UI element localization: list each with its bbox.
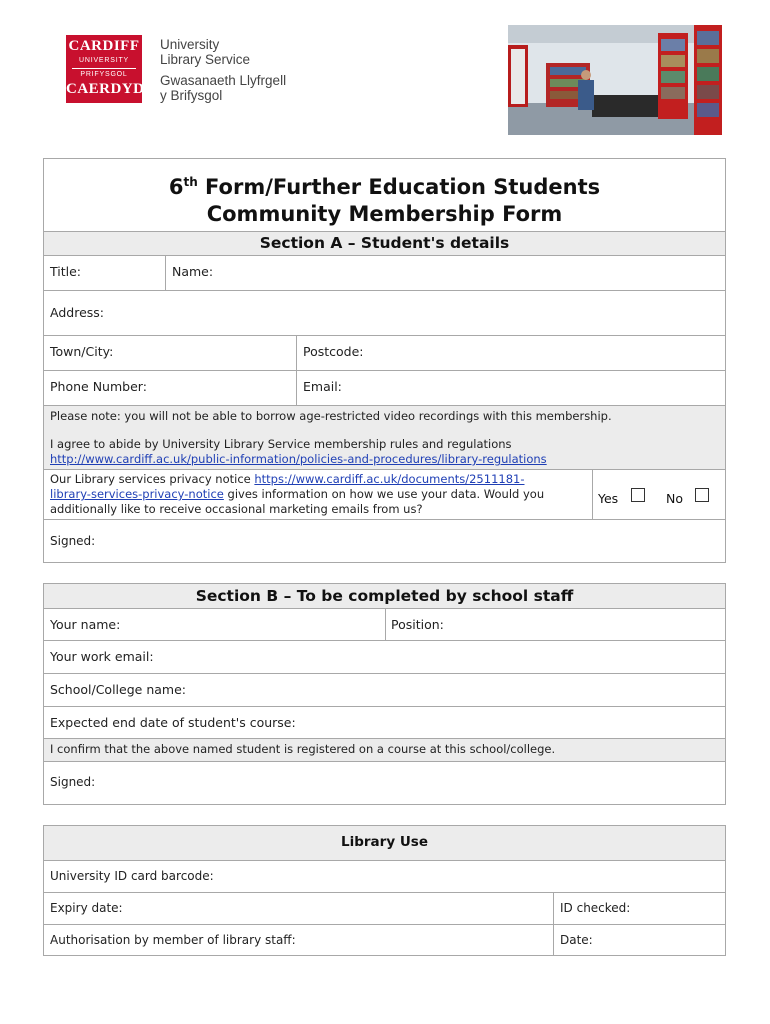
page-header xyxy=(0,0,770,150)
logo-line-3: PRIFYSGOL xyxy=(80,71,128,78)
address-row xyxy=(44,290,725,335)
section-a-box xyxy=(43,158,726,563)
barcode-label: University ID card barcode: xyxy=(50,869,214,883)
logo-divider xyxy=(72,68,136,69)
yes-checkbox[interactable] xyxy=(631,488,645,502)
your-name-label: Your name: xyxy=(50,617,121,632)
divider xyxy=(296,371,297,405)
title-name-row xyxy=(44,255,725,290)
work-email-row xyxy=(44,640,725,673)
name-label: Name: xyxy=(172,264,214,279)
privacy-line-1 xyxy=(50,472,525,487)
name-position-row xyxy=(44,608,725,640)
form-title xyxy=(44,169,725,228)
email-label: Email: xyxy=(303,379,342,394)
form-title-line-1: Form/Further Education Students xyxy=(197,175,601,199)
logo-line-2: UNIVERSITY xyxy=(78,57,129,64)
divider xyxy=(296,336,297,370)
barcode-row xyxy=(44,860,725,892)
note-agree-row xyxy=(44,405,725,469)
school-row xyxy=(44,673,725,706)
library-use-heading: Library Use xyxy=(341,834,428,850)
privacy-notice-link[interactable]: https://www.cardiff.ac.uk/documents/2511181- xyxy=(254,472,525,486)
end-date-row xyxy=(44,706,725,738)
signed-a-label: Signed: xyxy=(50,534,96,548)
service-name-en-1: University xyxy=(160,37,220,52)
phone-label: Phone Number: xyxy=(50,379,147,394)
date-label: Date: xyxy=(560,933,593,947)
divider xyxy=(553,925,554,955)
authorisation-label: Authorisation by member of library staff: xyxy=(50,933,296,947)
privacy-text-2: gives information on how we use your data. Would you xyxy=(223,487,545,501)
address-label: Address: xyxy=(50,305,104,320)
form-title-number: 6 xyxy=(168,175,184,199)
expiry-row xyxy=(44,892,725,924)
authorisation-row xyxy=(44,924,725,955)
section-b-heading: Section B – To be completed by school staff xyxy=(195,587,574,605)
section-b-box xyxy=(43,583,726,805)
signed-b-label: Signed: xyxy=(50,775,96,789)
town-postcode-row xyxy=(44,335,725,370)
service-name-cy-2: y Brifysgol xyxy=(160,88,223,103)
confirm-row xyxy=(44,738,725,761)
section-b-heading-row xyxy=(44,584,725,608)
no-checkbox[interactable] xyxy=(695,488,709,502)
title-label: Title: xyxy=(50,264,81,279)
form-title-suffix: th xyxy=(183,175,198,189)
library-use-box xyxy=(43,825,726,956)
town-label: Town/City: xyxy=(50,344,114,359)
service-name-en-2: Library Service xyxy=(160,52,251,67)
logo-line-1: CARDIFF xyxy=(68,38,140,54)
divider xyxy=(553,893,554,924)
privacy-row xyxy=(44,469,725,519)
library-photo xyxy=(508,25,722,135)
library-interior-image xyxy=(508,25,722,135)
work-email-label: Your work email: xyxy=(50,649,154,664)
end-date-label: Expected end date of student's course: xyxy=(50,715,296,730)
no-label: No xyxy=(666,491,683,506)
divider xyxy=(592,470,593,519)
library-use-heading-row xyxy=(44,826,725,860)
phone-email-row xyxy=(44,370,725,405)
section-a-heading-row xyxy=(44,231,725,255)
privacy-line-2 xyxy=(50,487,544,502)
agree-text: I agree to abide by University Library Service membership rules and regulations xyxy=(50,437,512,451)
form-title-line-2: Community Membership Form xyxy=(206,202,563,226)
privacy-line-3: additionally like to receive occasional marketing emails from us? xyxy=(50,502,423,516)
divider xyxy=(165,256,166,290)
section-a-heading: Section A – Student's details xyxy=(259,234,510,252)
privacy-text-1: Our Library services privacy notice xyxy=(50,472,255,486)
privacy-notice-link-cont[interactable]: library-services-privacy-notice xyxy=(50,487,224,501)
position-label: Position: xyxy=(391,617,444,632)
expiry-label: Expiry date: xyxy=(50,901,123,915)
signed-a-row xyxy=(44,519,725,562)
confirm-text: I confirm that the above named student is registered on a course at this school/college. xyxy=(50,742,556,756)
logo-line-4: CAERDYDD xyxy=(66,81,156,97)
postcode-label: Postcode: xyxy=(303,344,364,359)
cardiff-university-logo xyxy=(66,35,156,103)
id-checked-label: ID checked: xyxy=(560,901,631,915)
library-service-name xyxy=(160,37,286,103)
age-restriction-note: Please note: you will not be able to borrow age-restricted video recordings with this membership. xyxy=(50,409,612,423)
school-label: School/College name: xyxy=(50,682,186,697)
divider xyxy=(385,609,386,640)
yes-label: Yes xyxy=(598,491,619,506)
signed-b-row xyxy=(44,761,725,804)
regulations-link[interactable]: http://www.cardiff.ac.uk/public-information/policies-and-procedures/library-regulations xyxy=(50,452,547,466)
service-name-cy-1: Gwasanaeth Llyfrgell xyxy=(160,73,287,88)
